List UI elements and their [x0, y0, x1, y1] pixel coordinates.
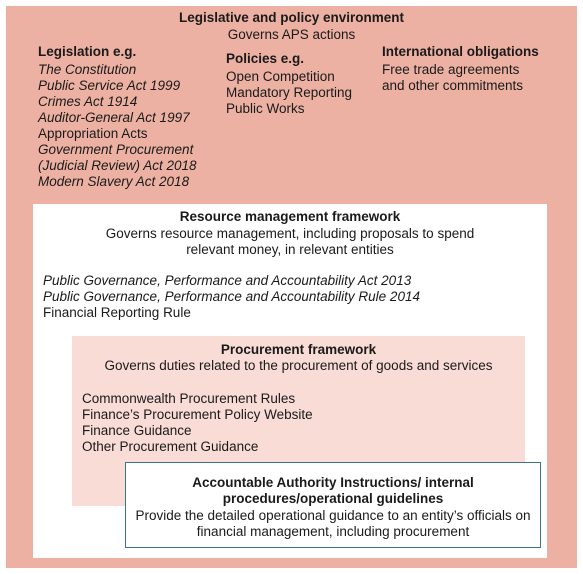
international-heading: International obligations [382, 44, 539, 59]
aai-title-line: procedures/operational guidelines [222, 491, 444, 506]
legislation-item: (Judicial Review) Act 2018 [38, 158, 197, 173]
resource-framework-item: Public Governance, Performance and Accountability Rule 2014 [43, 289, 420, 304]
policies-column [226, 51, 352, 117]
procurement-item: Finance’s Procurement Policy Website [82, 407, 313, 422]
policy-item: Public Works [226, 101, 305, 116]
legislation-list [38, 62, 197, 190]
procurement-item: Finance Guidance [82, 423, 192, 438]
procurement-framework-list [82, 391, 313, 455]
legislation-item: Public Service Act 1999 [38, 78, 181, 93]
legislation-item: Crimes Act 1914 [38, 94, 138, 109]
aai-title [126, 475, 540, 507]
international-list [382, 62, 539, 94]
policies-heading: Policies e.g. [226, 51, 305, 66]
international-item: Free trade agreements [382, 62, 520, 77]
resource-framework-item: Public Governance, Performance and Accountability Act 2013 [43, 273, 412, 288]
aai-description-line: Provide the detailed operational guidance to an entity’s officials on [135, 508, 531, 523]
aai-description-line: financial management, including procurement [196, 524, 470, 539]
aai-title-line: Accountable Authority Instructions/ internal [192, 475, 474, 490]
international-column [382, 44, 539, 94]
aai-description [126, 508, 540, 540]
procurement-item: Commonwealth Procurement Rules [82, 391, 296, 406]
legislation-item: Modern Slavery Act 2018 [38, 174, 190, 189]
policies-list [226, 69, 352, 117]
environment-subtitle: Governs APS actions [227, 27, 356, 42]
procurement-framework-description: Governs duties related to the procurement of goods and services [104, 358, 493, 373]
legislation-item: Appropriation Acts [38, 126, 148, 141]
policy-item: Mandatory Reporting [226, 85, 353, 100]
environment-title: Legislative and policy environment [178, 10, 405, 25]
legislation-item: Government Procurement [38, 142, 194, 157]
resource-framework-description-line: relevant money, in relevant entities [186, 242, 394, 257]
legislation-item: Auditor-General Act 1997 [38, 110, 190, 125]
resource-framework-title: Resource management framework [179, 209, 401, 224]
policy-item: Open Competition [226, 69, 335, 84]
procurement-framework-title: Procurement framework [220, 342, 377, 357]
international-item: and other commitments [382, 78, 524, 93]
legislation-heading: Legislation e.g. [38, 44, 137, 59]
resource-framework-list [43, 273, 420, 321]
resource-framework-description-line: Governs resource management, including proposals to spend [105, 226, 475, 241]
resource-framework-item: Financial Reporting Rule [43, 305, 191, 320]
accountable-authority-instructions-box [125, 462, 541, 548]
resource-framework-description [33, 226, 547, 258]
procurement-item: Other Procurement Guidance [82, 439, 259, 454]
legislation-item: The Constitution [38, 62, 137, 77]
legislation-column [38, 44, 197, 190]
